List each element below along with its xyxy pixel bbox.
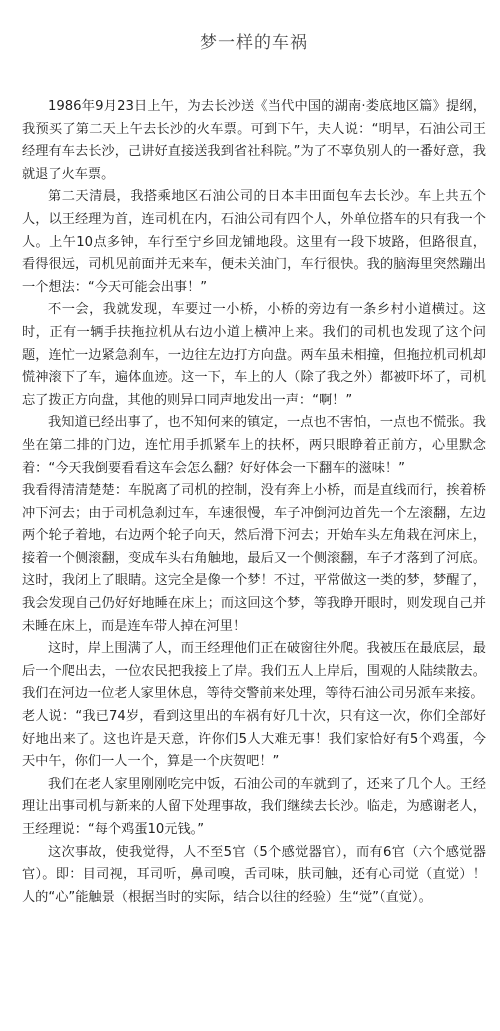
paragraph-2: 第二天清晨，我搭乘地区石油公司的日本丰田面包车去长沙。车上共五个人，以王经理为首，连司机在内，石油公司有四个人，外单位搭车的只有我一个人。上午10点多钟，车行至宁乡回龙铺地段。这里有一段下坡路，但路很直，看得很远，司机见前面并无来车，便未关油门，车行很快。我的脑海里突然蹦出一个想法：“今天可能会出事！” xyxy=(22,189,486,295)
article-title: 梦一样的车祸 xyxy=(200,33,308,53)
paragraph-8: 我们在老人家里刚刚吃完中饭，石油公司的车就到了，还来了几个人。王经理让出事司机与新来的人留下处理事故，我们继续去长沙。临走，为感谢老人，王经理说：“每个鸡蛋10元钱。” xyxy=(22,776,486,837)
paragraph-6: 这时，岸上围满了人，而王经理他们正在破窗往外爬。我被压在最底层，最后一个爬出去，一位农民把我接上了岸。我们五人上岸后，围观的人陆续散去。我们在河边一位老人家里休息，等待交警前来处理，等待石油公司另派车来接。 xyxy=(22,641,486,702)
paragraph-7: 老人说：“我已74岁，看到这里出的车祸有好几十次，只有这一次，你们全部好好地出来了。这也许是天意，许你们5人大难无事！我们家恰好有5个鸡蛋，今天中午，你们一人一个，算是一个庆贺吧！” xyxy=(22,709,486,770)
paragraph-9: 这次事故，使我觉得，人不至5官（5个感觉器官），而有6官（六个感觉器官）。即：目司视，耳司听，鼻司嗅，舌司味，肤司触，还有心司觉（直觉）！人的“心”能触景（根据当时的实际，结合以往的经验）生“觉”（直觉）。 xyxy=(22,844,486,905)
paragraph-4: 我知道已经出事了，也不知何来的镇定，一点也不害怕，一点也不慌张。我坐在第二排的门边，连忙用手抓紧车上的扶杯，两只眼睁着正前方，心里默念着：“今天我倒要看看这车会怎么翻？好好体会一下翻车的滋味！” xyxy=(22,415,486,476)
paragraph-5: 我看得清清楚楚：车脱离了司机的控制，没有奔上小桥，而是直线而行，挨着桥冲下河去；由于司机急刹过车，车速很慢，车子冲倒河边首先一个左滚翻，左边两个轮子着地，右边两个轮子向天，然后滑下河去；开始车头左角栽在河床上，接着一个侧滚翻，变成车头右角触地，最后又一个侧滚翻，车子才落到了河底。这时，我闭上了眼睛。这完全是像一个梦！不过，平常做这一类的梦，梦醒了，我会发现自己仍好好地睡在床上；而这回这个梦，等我睁开眼时，则发现自己并未睡在床上，而是连车带人掉在河里！ xyxy=(22,483,486,634)
paragraph-3: 不一会，我就发现，车要过一小桥，小桥的旁边有一条乡村小道横过。这时，正有一辆手扶拖拉机从右边小道上横冲上来。我们的司机也发现了这个问题，连忙一边紧急刹车，一边往左边打方向盘。两车虽未相撞，但拖拉机司机却慌神滚下了车，遍体血迹。这一下，车上的人（除了我之外）都被吓坏了，司机忘了拨正方向盘，其他的则异口同声地发出一声：“啊！” xyxy=(22,302,486,408)
article-body xyxy=(22,96,486,909)
paragraph-1: 1986年9月23日上午，为去长沙送《当代中国的湖南·娄底地区篇》提纲，我预买了第二天上午去长沙的火车票。可到下午，夫人说：“明早，石油公司王经理有车去长沙，己讲好直接送我到省社科院。”为了不辜负别人的一番好意，我就退了火车票。 xyxy=(22,99,486,182)
